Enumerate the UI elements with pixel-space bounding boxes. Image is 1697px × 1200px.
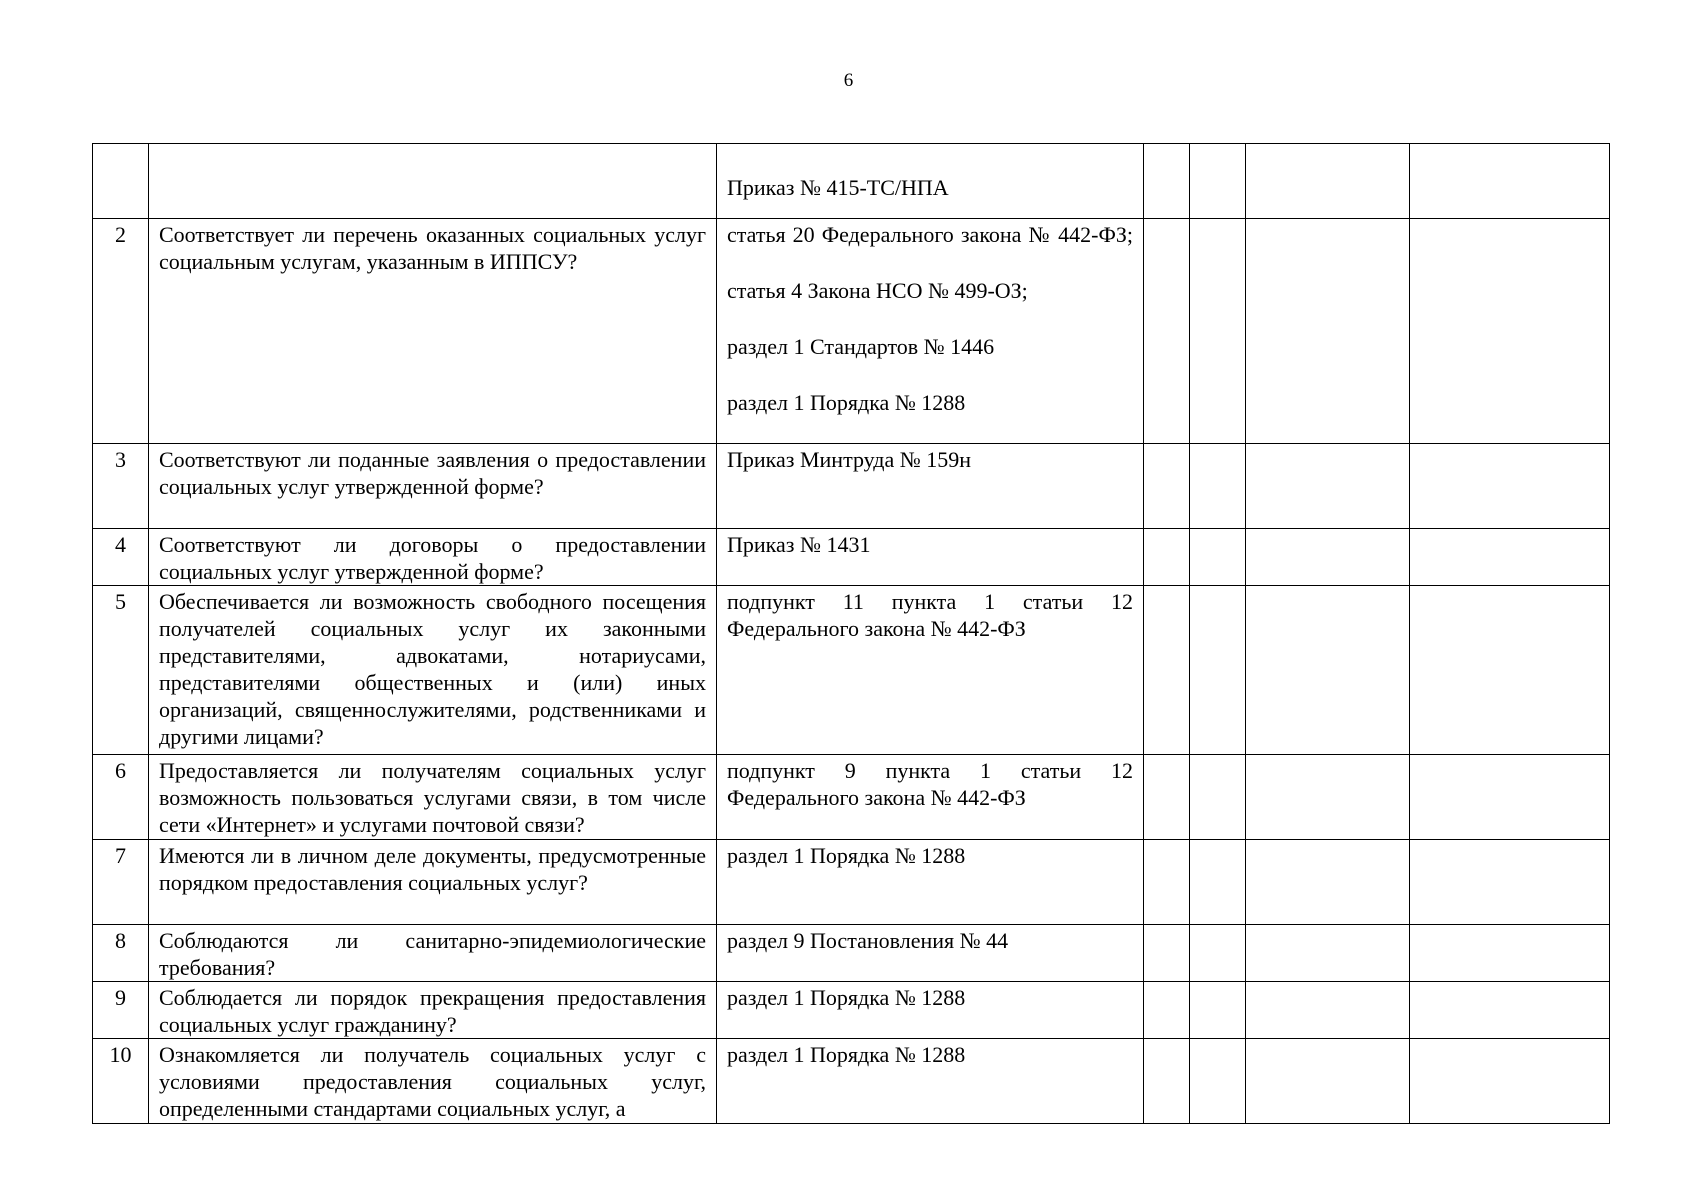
question-cell bbox=[149, 144, 717, 219]
note-cell[interactable] bbox=[1410, 219, 1610, 444]
legal-basis-line: Приказ № 1431 bbox=[727, 532, 871, 557]
legal-basis-line: раздел 1 Стандартов № 1446 bbox=[727, 334, 995, 359]
not-applicable-cell[interactable] bbox=[1246, 755, 1410, 840]
legal-basis-line: подпункт 11 пункта 1 статьи 12 Федерального закона № 442-ФЗ bbox=[727, 589, 1133, 641]
answer-yes-cell[interactable] bbox=[1144, 840, 1190, 925]
note-cell[interactable] bbox=[1410, 1039, 1610, 1124]
note-cell[interactable] bbox=[1410, 925, 1610, 982]
answer-no-cell[interactable] bbox=[1190, 219, 1246, 444]
row-number: 8 bbox=[93, 925, 149, 982]
legal-basis-cell bbox=[717, 586, 1144, 755]
question-cell: Соответствуют ли поданные заявления о предоставлении социальных услуг утвержденной форме? bbox=[149, 444, 717, 529]
question-cell: Соответствует ли перечень оказанных социальных услуг социальным услугам, указанным в ИППСУ? bbox=[149, 219, 717, 444]
not-applicable-cell[interactable] bbox=[1246, 219, 1410, 444]
question-cell: Предоставляется ли получателям социальных услуг возможность пользоваться услугами связи, в том числе сети «Интернет» и услугами почтовой связи? bbox=[149, 755, 717, 840]
answer-no-cell[interactable] bbox=[1190, 144, 1246, 219]
legal-basis-cell bbox=[717, 840, 1144, 925]
question-cell: Соблюдаются ли санитарно-эпидемиологические требования? bbox=[149, 925, 717, 982]
answer-no-cell[interactable] bbox=[1190, 1039, 1246, 1124]
note-cell[interactable] bbox=[1410, 982, 1610, 1039]
legal-basis-line: статья 4 Закона НСО № 499-ОЗ; bbox=[727, 278, 1028, 303]
row-number: 3 bbox=[93, 444, 149, 529]
note-cell[interactable] bbox=[1410, 586, 1610, 755]
row-number: 7 bbox=[93, 840, 149, 925]
legal-basis-line: раздел 1 Порядка № 1288 bbox=[727, 390, 966, 415]
answer-yes-cell[interactable] bbox=[1144, 586, 1190, 755]
not-applicable-cell[interactable] bbox=[1246, 529, 1410, 586]
legal-basis-cell bbox=[717, 444, 1144, 529]
legal-basis-line: раздел 1 Порядка № 1288 bbox=[727, 1042, 966, 1067]
legal-basis-cell bbox=[717, 925, 1144, 982]
row-number: 9 bbox=[93, 982, 149, 1039]
note-cell[interactable] bbox=[1410, 144, 1610, 219]
not-applicable-cell[interactable] bbox=[1246, 982, 1410, 1039]
answer-yes-cell[interactable] bbox=[1144, 925, 1190, 982]
checklist-table bbox=[92, 143, 1610, 1124]
answer-yes-cell[interactable] bbox=[1144, 529, 1190, 586]
not-applicable-cell[interactable] bbox=[1246, 925, 1410, 982]
answer-yes-cell[interactable] bbox=[1144, 982, 1190, 1039]
table-row bbox=[93, 444, 1610, 529]
legal-basis-cell bbox=[717, 529, 1144, 586]
not-applicable-cell[interactable] bbox=[1246, 586, 1410, 755]
note-cell[interactable] bbox=[1410, 529, 1610, 586]
question-cell: Соответствуют ли договоры о предоставлении социальных услуг утвержденной форме? bbox=[149, 529, 717, 586]
row-number: 2 bbox=[93, 219, 149, 444]
answer-no-cell[interactable] bbox=[1190, 444, 1246, 529]
answer-yes-cell[interactable] bbox=[1144, 144, 1190, 219]
question-cell: Обеспечивается ли возможность свободного посещения получателей социальных услуг их законными представителями, адвокатами, нотариусами, представителями общественных и (или) иных организаций, священнослужителями, родственниками и другими лицами? bbox=[149, 586, 717, 755]
not-applicable-cell[interactable] bbox=[1246, 840, 1410, 925]
answer-yes-cell[interactable] bbox=[1144, 1039, 1190, 1124]
question-cell: Имеются ли в личном деле документы, предусмотренные порядком предоставления социальных услуг? bbox=[149, 840, 717, 925]
not-applicable-cell[interactable] bbox=[1246, 1039, 1410, 1124]
legal-basis-line: раздел 1 Порядка № 1288 bbox=[727, 985, 966, 1010]
table-row bbox=[93, 840, 1610, 925]
legal-basis-line: раздел 1 Порядка № 1288 bbox=[727, 843, 966, 868]
not-applicable-cell[interactable] bbox=[1246, 144, 1410, 219]
answer-yes-cell[interactable] bbox=[1144, 755, 1190, 840]
note-cell[interactable] bbox=[1410, 755, 1610, 840]
answer-no-cell[interactable] bbox=[1190, 982, 1246, 1039]
answer-yes-cell[interactable] bbox=[1144, 219, 1190, 444]
answer-no-cell[interactable] bbox=[1190, 755, 1246, 840]
table-row bbox=[93, 529, 1610, 586]
row-number: 6 bbox=[93, 755, 149, 840]
table-row bbox=[93, 755, 1610, 840]
table-row bbox=[93, 982, 1610, 1039]
row-number: 10 bbox=[93, 1039, 149, 1124]
question-cell: Ознакомляется ли получатель социальных услуг с условиями предоставления социальных услуг, определенными стандартами социальных услуг, а bbox=[149, 1039, 717, 1124]
not-applicable-cell[interactable] bbox=[1246, 444, 1410, 529]
legal-basis-cell bbox=[717, 982, 1144, 1039]
table-row bbox=[93, 1039, 1610, 1124]
legal-basis-line: раздел 9 Постановления № 44 bbox=[727, 928, 1009, 953]
table-row bbox=[93, 925, 1610, 982]
legal-basis-line: подпункт 9 пункта 1 статьи 12 Федерального закона № 442-ФЗ bbox=[727, 758, 1133, 810]
row-number: 4 bbox=[93, 529, 149, 586]
note-cell[interactable] bbox=[1410, 444, 1610, 529]
table-row bbox=[93, 144, 1610, 219]
answer-yes-cell[interactable] bbox=[1144, 444, 1190, 529]
answer-no-cell[interactable] bbox=[1190, 586, 1246, 755]
page-number: 6 bbox=[843, 70, 854, 91]
question-cell: Соблюдается ли порядок прекращения предоставления социальных услуг гражданину? bbox=[149, 982, 717, 1039]
table-row bbox=[93, 586, 1610, 755]
note-cell[interactable] bbox=[1410, 840, 1610, 925]
legal-basis-line: Приказ № 415-ТС/НПА bbox=[727, 175, 949, 200]
answer-no-cell[interactable] bbox=[1190, 840, 1246, 925]
legal-basis-cell bbox=[717, 1039, 1144, 1124]
answer-no-cell[interactable] bbox=[1190, 529, 1246, 586]
legal-basis-cell bbox=[717, 755, 1144, 840]
answer-no-cell[interactable] bbox=[1190, 925, 1246, 982]
row-number bbox=[93, 144, 149, 219]
table-row bbox=[93, 219, 1610, 444]
legal-basis-line: статья 20 Федерального закона № 442-ФЗ; bbox=[727, 222, 1133, 247]
legal-basis-line: Приказ Минтруда № 159н bbox=[727, 447, 972, 472]
row-number: 5 bbox=[93, 586, 149, 755]
legal-basis-cell bbox=[717, 219, 1144, 444]
legal-basis-cell bbox=[717, 144, 1144, 219]
